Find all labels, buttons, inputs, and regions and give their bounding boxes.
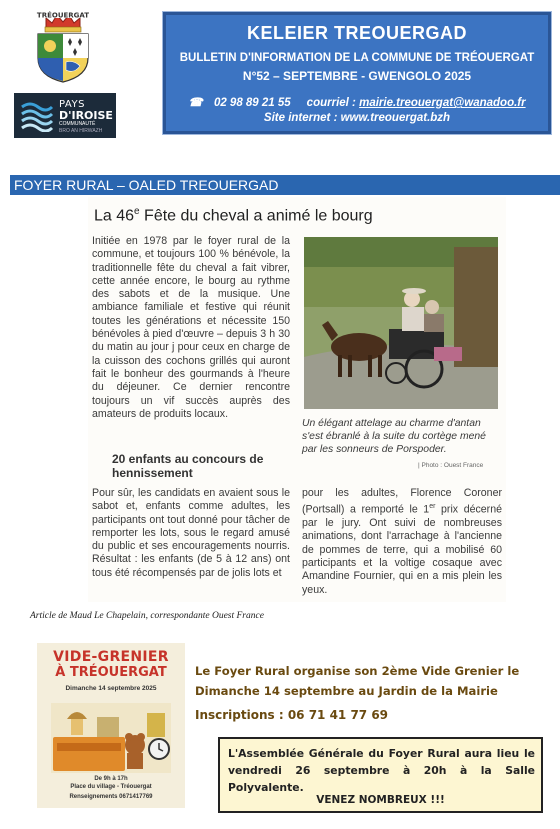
email-label: courriel : (306, 97, 356, 109)
poster-title: VIDE-GRENIER (53, 649, 169, 665)
poster-info: Renseignements 0671417769 (69, 794, 153, 800)
bulletin-header (163, 12, 551, 134)
waves-icon (20, 99, 54, 132)
announcement-line-1: Le Foyer Rural organise son 2ème Vide Grenier le (195, 664, 520, 678)
pays-line1: PAYS (59, 99, 85, 110)
section-bar (10, 175, 560, 195)
poster-date: Dimanche 14 septembre 2025 (65, 685, 157, 692)
vide-grenier-poster (37, 643, 185, 808)
article-title: La 46e Fête du cheval a animé le bourg (94, 206, 373, 225)
poster-illustration (47, 697, 175, 775)
poster-place: Place du village - Tréouergat (70, 784, 152, 790)
website-line[interactable]: Site internet : www.treouergat.bzh (263, 112, 451, 124)
assembly-call: VENEZ NOMBREUX !!! (316, 794, 445, 806)
poster-hours: De 9h à 17h (94, 776, 128, 782)
contact-line (166, 95, 548, 109)
announcement-line-2: Dimanche 14 septembre au Jardin de la Mairie (195, 684, 498, 698)
assembly-text: L'Assemblée Générale du Foyer Rural aura lieu le vendredi 26 septembre à 20h à la Salle Polyvalente. (228, 747, 535, 794)
assembly-notice-box (218, 737, 543, 813)
pays-iroise-logo (14, 93, 116, 138)
phone-number: 02 98 89 21 55 (213, 97, 291, 109)
pays-line4: BRO AN HIRWAZH (59, 128, 103, 134)
crest-name: TRÉOUERGAT (36, 11, 90, 20)
article-attribution: Article de Maud Le Chapelain, correspondante Ouest France (30, 611, 264, 621)
phone-icon: ☎ (188, 97, 203, 109)
horse-carriage-photo (304, 237, 498, 409)
article-column-2: Pour sûr, les candidats en avaient sous le sabot et, enfants comme adultes, les participants ont tout donné pour tâcher de remporter les lots, sous le regard amusé du public et ses encouragements nourris. Résultat : les enfants (de 5 à 12 ans) ont tous été récompensés par de jolis lots et (92, 487, 290, 579)
article-column-1: Initiée en 1978 par le foyer rural de la commune, et toujours 100 % bénévole, la traditionnelle fête du cheval a fait vibrer, cette année encore, le bourg au rythme des sabots et de la musique. Une ambiance familiale et festive qui réunit toutes les générations et nécessite 150 bénévoles à pied d'œuvre – depuis 3 h 30 du matin au jour j pour ceux en charge de la cuisson des cochons grillés qui auront fait le bonheur des gourmands à l'heure du déjeuner. Ce dernier rencontre toujours un vif succès auprès des amateurs de produits locaux. (92, 235, 290, 420)
email-link[interactable]: mairie.treouergat@wanadoo.fr (359, 97, 526, 109)
announcement-registrations: Inscriptions : 06 71 41 77 69 (195, 708, 389, 722)
pays-line2: D'IROISE (59, 109, 113, 122)
article-column-3: pour les adultes, Florence Coroner (Portsall) a remporté le 1er prix décerné par le jury. Ont suivi de nombreuses animations, dont l'arrachage à l'ancienne de pommes de terre, qui a mobilisé 60 participants et la voltige cosaque avec Amandine Fournier, qui en a mis plein les yeux. (302, 487, 502, 596)
photo-caption: Un élégant attelage au charme d'antan s'est ébranlé à la suite du cortège mené par les sonneurs de Porspoder. (302, 418, 486, 455)
bulletin-subtitle: BULLETIN D'INFORMATION DE LA COMMUNE DE TRÉOUERGAT (179, 52, 535, 64)
article-subheading: 20 enfants au concours de hennissement (112, 452, 264, 480)
section-title: FOYER RURAL – OALED TREOUERGAD (14, 177, 279, 193)
newspaper-article (88, 197, 506, 602)
commune-crest-logo (30, 10, 96, 86)
bulletin-title: KELEIER TREOUERGAD (246, 23, 468, 43)
poster-location: À TRÉOUERGAT (55, 665, 167, 680)
pays-line3: COMMUNAUTÉ (59, 121, 96, 127)
photo-credit: | Photo : Ouest France (418, 462, 484, 469)
bulletin-issue: N°52 – SEPTEMBRE - GWENGOLO 2025 (242, 69, 472, 83)
